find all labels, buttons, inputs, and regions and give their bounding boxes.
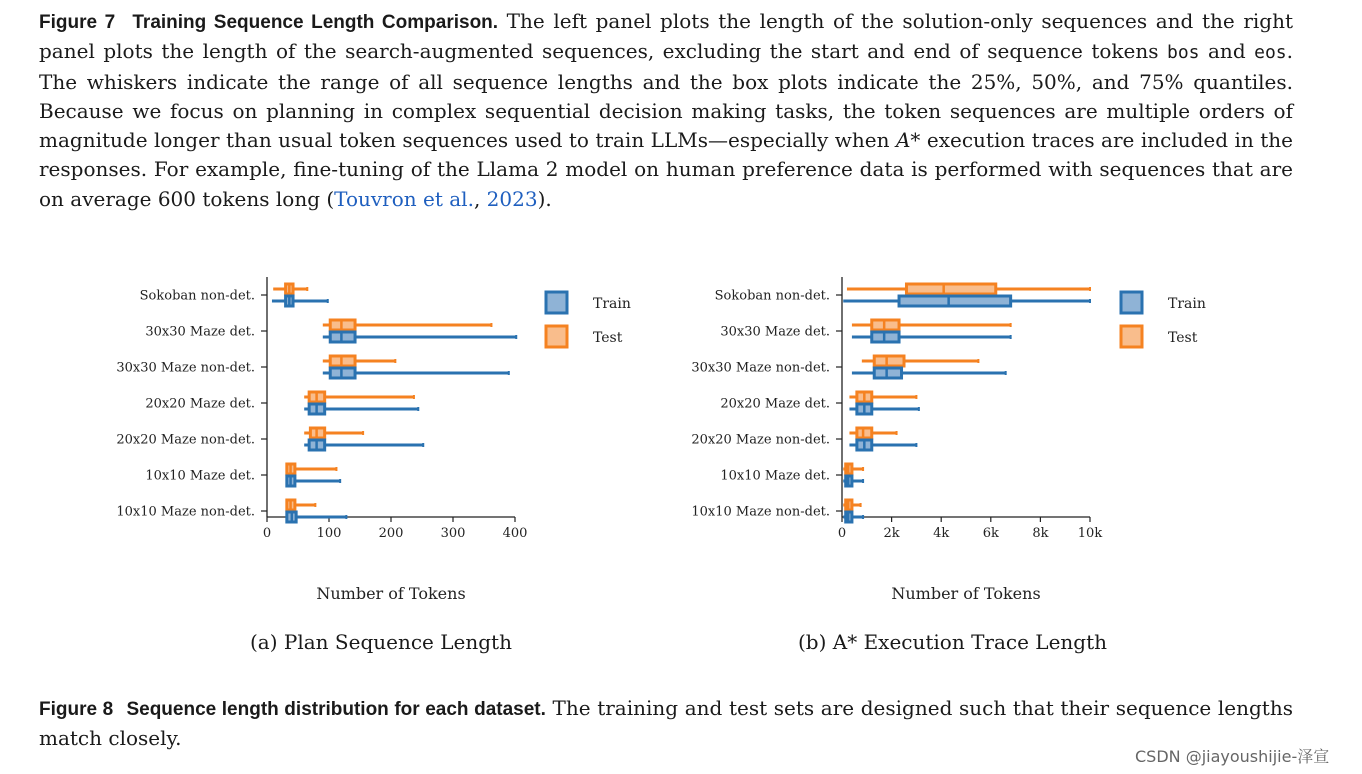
train-box-0: [843, 296, 1090, 306]
test-box-0: [273, 284, 307, 294]
eos-token: eos: [1254, 42, 1287, 64]
test-box-3: [304, 392, 414, 402]
bos-token: bos: [1167, 42, 1200, 64]
x-tick-label: 300: [440, 526, 466, 541]
legend-label-test: Test: [1168, 330, 1198, 346]
y-tick-label: 30x30 Maze det.: [145, 324, 255, 340]
train-box-6: [286, 512, 347, 522]
train-box-0: [272, 296, 328, 306]
test-box-2: [323, 356, 396, 366]
x-axis-label: Number of Tokens: [316, 584, 466, 603]
test-box-1: [323, 320, 492, 330]
iqr-box: [906, 284, 995, 294]
train-box-2: [323, 368, 509, 378]
figure-7-label: Figure 7: [39, 12, 116, 33]
y-tick-label: 20x20 Maze non-det.: [691, 432, 830, 448]
figure-7-caption: [39, 7, 1293, 214]
train-box-2: [852, 368, 1006, 378]
legend-label-train: Train: [1168, 296, 1206, 312]
figure-8-label: Figure 8: [39, 699, 114, 720]
y-tick-label: 20x20 Maze det.: [720, 396, 830, 412]
plan-length-chart-svg: [30, 262, 680, 612]
figure-8-text: The training and test sets are designed such that their sequence lengths match closely.: [39, 696, 1293, 751]
y-tick-label: 10x10 Maze det.: [145, 468, 255, 484]
astar-symbol: A*: [895, 128, 921, 153]
x-tick-label: 4k: [933, 526, 950, 541]
x-tick-label: 8k: [1032, 526, 1049, 541]
x-tick-label: 2k: [883, 526, 900, 541]
test-box-5: [286, 464, 337, 474]
y-tick-label: Sokoban non-det.: [139, 288, 255, 304]
citation-author-link[interactable]: Touvron et al.: [334, 186, 474, 211]
train-box-1: [323, 332, 516, 342]
y-tick-label: 20x20 Maze non-det.: [116, 432, 255, 448]
legend-swatch-train: [1121, 292, 1142, 313]
figure-7-text-1: The left panel plots the length of the solution-only sequences and the right panel plots the length of the search-augmented sequences, excluding the start and end of sequence tokens: [39, 9, 1293, 64]
subcaption-plan-sequence-length: (a) Plan Sequence Length: [250, 630, 512, 654]
iqr-box: [874, 356, 904, 366]
figure-7-text-end: ).: [537, 186, 552, 211]
test-box-4: [849, 428, 896, 438]
train-box-4: [304, 440, 423, 450]
watermark: CSDN @jiayoushijie-泽宣: [1135, 747, 1330, 766]
x-tick-label: 400: [502, 526, 528, 541]
train-box-4: [849, 440, 916, 450]
figure-7-text-2: . The whiskers indicate the range of all sequence lengths and the box plots indicate the 25%, 50%, and 75% quantiles. Because we focus on planning in complex sequential decision making tasks, the token sequences are multiple orders of magnitude longer than usual token sequences used to train LLMs—especially when: [39, 39, 1293, 153]
legend-swatch-train: [546, 292, 567, 313]
y-tick-label: 10x10 Maze det.: [720, 468, 830, 484]
train-box-6: [843, 512, 863, 522]
citation-separator: ,: [473, 186, 487, 211]
figure-8-caption: [39, 694, 1293, 754]
astar-trace-length-chart: [605, 262, 1255, 612]
y-tick-label: 10x10 Maze non-det.: [691, 504, 830, 520]
subcaption-astar-trace-length: (b) A* Execution Trace Length: [798, 630, 1108, 654]
test-box-0: [847, 284, 1090, 294]
legend-label-test: Test: [593, 330, 623, 346]
legend-label-train: Train: [593, 296, 631, 312]
y-tick-label: Sokoban non-det.: [714, 288, 830, 304]
train-box-5: [286, 476, 341, 486]
y-tick-label: 20x20 Maze det.: [145, 396, 255, 412]
x-tick-label: 0: [837, 526, 847, 541]
train-box-1: [852, 332, 1011, 342]
train-box-3: [849, 404, 918, 414]
train-box-3: [304, 404, 418, 414]
plan-length-chart: [30, 262, 680, 612]
figure-8-title: Sequence length distribution for each dataset.: [126, 699, 546, 720]
y-tick-label: 10x10 Maze non-det.: [116, 504, 255, 520]
legend-swatch-test: [1121, 326, 1142, 347]
x-tick-label: 0: [262, 526, 272, 541]
x-tick-label: 100: [316, 526, 342, 541]
x-tick-label: 200: [378, 526, 404, 541]
y-tick-label: 30x30 Maze non-det.: [691, 360, 830, 376]
figure-7-title: Training Sequence Length Comparison.: [132, 12, 499, 33]
test-box-6: [843, 500, 860, 510]
figure-7-text-3: execution traces are included in the responses. For example, fine-tuning of the Llama 2 model on human preference data is performed with sequences that are on average 600 tokens long (: [39, 128, 1293, 211]
citation-year-link[interactable]: 2023: [486, 186, 538, 211]
x-axis-label: Number of Tokens: [891, 584, 1041, 603]
train-box-5: [843, 476, 863, 486]
y-tick-label: 30x30 Maze non-det.: [116, 360, 255, 376]
legend-swatch-test: [546, 326, 567, 347]
astar-trace-length-chart-svg: [605, 262, 1255, 612]
test-box-6: [286, 500, 316, 510]
y-tick-label: 30x30 Maze det.: [720, 324, 830, 340]
test-box-3: [849, 392, 916, 402]
test-box-5: [843, 464, 863, 474]
test-box-2: [862, 356, 979, 366]
figure-7-text-and: and: [1199, 39, 1255, 64]
x-tick-label: 10k: [1077, 526, 1103, 541]
test-box-1: [852, 320, 1011, 330]
iqr-box: [899, 296, 1011, 306]
x-tick-label: 6k: [982, 526, 999, 541]
test-box-4: [304, 428, 363, 438]
